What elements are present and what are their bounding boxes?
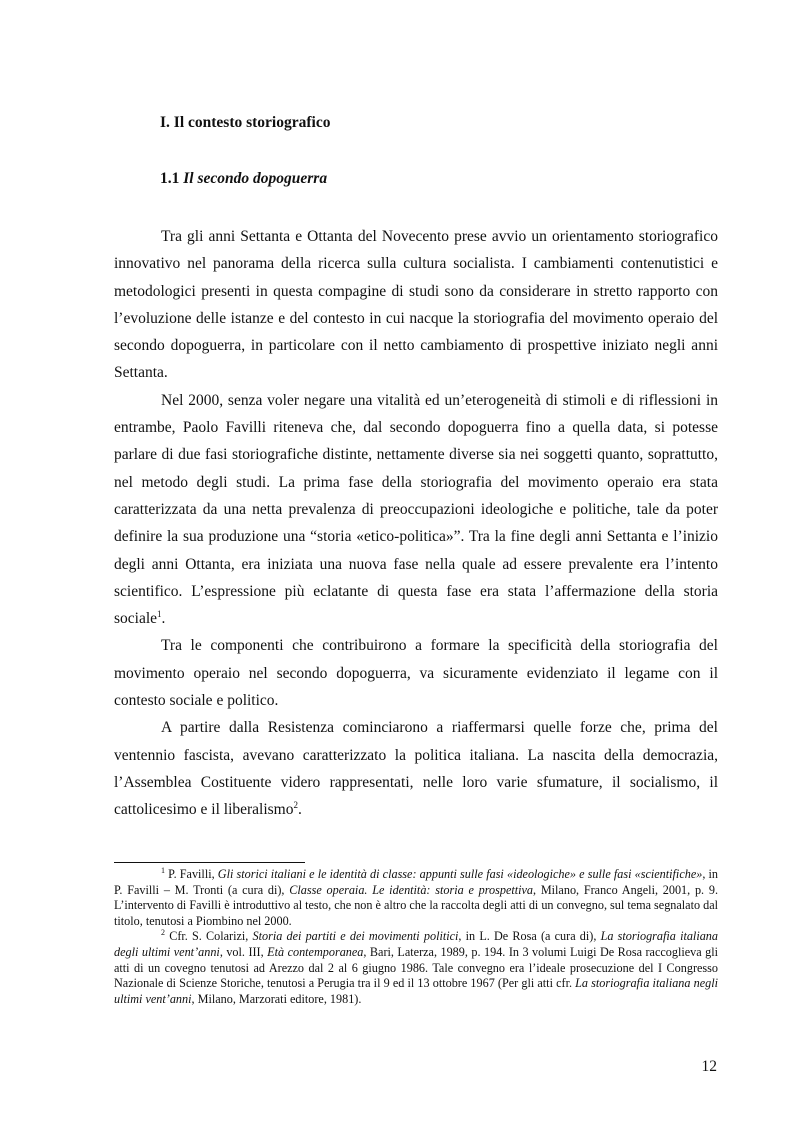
footnote-1-text: , in P. Favilli – M. Tronti (a cura di), — [114, 867, 719, 897]
footnote-2-cited-title: La storiografia italiana negli ultimi vent’anni — [114, 976, 718, 1006]
footnotes — [114, 867, 718, 1007]
paragraph-2 — [114, 387, 718, 633]
paragraph-3 — [114, 632, 718, 714]
paragraph-4 — [114, 714, 718, 823]
paragraph-4-text: A partire dalla Resistenza cominciarono a riaffermarsi quelle forze che, prima del ventennio fascista, avevano caratterizzato la politica italiana. La nascita della democrazia, l’Assemblea Costituente videro rappresentati, nelle loro varie sfumature, il socialismo, il cattolicesimo e il liberalismo — [114, 719, 718, 819]
footnote-2-title: Storia dei partiti e dei movimenti politici — [252, 929, 459, 944]
footnote-2-number: 2 — [161, 928, 165, 938]
paragraph-3-text: Tra le componenti che contribuirono a formare la specificità della storiografia del movimento operaio nel secondo dopoguerra, va sicuramente evidenziato il legame con il contesto sociale e politico. — [114, 637, 718, 710]
footnote-2 — [114, 929, 718, 1007]
footnote-ref-1[interactable]: 1 — [157, 609, 162, 619]
page-number: 12 — [701, 1058, 717, 1075]
footnote-1-book-title: Classe operaia. Le identità: storia e prospettiva — [289, 882, 534, 897]
footnote-1 — [114, 867, 718, 929]
section-name: Il secondo dopoguerra — [183, 170, 328, 187]
footnote-2-text: , Bari, Laterza, 1989, p. 194. In 3 volumi Luigi De Rosa raccoglieva gli atti di un covegno tenutosi ad Arezzo dal 2 al 6 giugno 1986. Tale convegno era l’ideale prosecuzione del I Congresso Nazionale di Scienze Storiche, tenutosi a Perugia tra il 9 ed il 13 ottobre 1967 (Per gli atti cfr. — [114, 944, 719, 991]
paragraph-4-end: . — [298, 801, 302, 819]
paragraph-1 — [114, 223, 718, 387]
footnote-ref-2[interactable]: 2 — [293, 800, 298, 811]
footnote-1-text: P. Favilli, — [165, 867, 218, 881]
section-title — [160, 170, 327, 188]
footnote-2-text: , in L. De Rosa (a cura di), — [458, 929, 601, 944]
chapter-title: I. Il contesto storiografico — [160, 114, 331, 131]
footnote-separator — [114, 862, 305, 863]
body-text — [114, 223, 718, 824]
footnote-2-volume-title: Età contemporanea — [267, 944, 364, 959]
section-number: 1.1 — [160, 170, 180, 187]
footnote-2-text: Cfr. S. Colarizi, — [165, 929, 253, 944]
footnote-2-text: , Milano, Marzorati editore, 1981). — [191, 991, 362, 1006]
paragraph-2-text: Nel 2000, senza voler negare una vitalità ed un’eterogeneità di stimoli e di riflessioni in entrambe, Paolo Favilli riteneva che, dal secondo dopoguerra fino a quella data, si potesse parlare di due fasi storiografiche distinte, nettamente diverse sia nei soggetti quanto, soprattutto, nel metodo degli studi. La prima fase della storiografia del movimento operaio era stata caratterizzata da una netta prevalenza di preoccupazioni ideologiche e politiche, tale da poter definire la sua produzione una “storia «etico-politica»”. Tra la fine degli anni Settanta e l’inizio degli anni Ottanta, era iniziata una nuova fase nella quale ad essere prevalente era l’intento scientifico. L’espressione più eclatante di questa fase era stata l’affermazione della storia sociale — [114, 391, 718, 628]
footnote-2-book-title: La storiografia italiana degli ultimi vent’anni — [114, 929, 718, 959]
paragraph-1-text: Tra gli anni Settanta e Ottanta del Novecento prese avvio un orientamento storiografico innovativo nel panorama della ricerca sulla cultura socialista. I cambiamenti contenutistici e metodologici presenti in questa compagine di studi sono da considerare in stretto rapporto con l’evoluzione delle istanze e del contesto in cui nacque la storiografia del movimento operaio del secondo dopoguerra, in particolare con il netto cambiamento di prospettive iniziato negli anni Settanta. — [114, 228, 718, 382]
paragraph-2-end: . — [161, 610, 166, 628]
footnote-1-text: , Milano, Franco Angeli, 2001, p. 9. L’intervento di Favilli è introduttivo al testo, che non è altro che la raccolta degli atti di un convegno, sul tema segnalato dal titolo, tenutosi a Piombino nel 2000. — [114, 882, 719, 928]
footnote-1-number: 1 — [161, 865, 165, 875]
footnote-1-title: Gli storici italiani e le identità di classe: appunti sulle fasi «ideologiche» e sulle fasi «scientifiche» — [217, 867, 703, 881]
footnote-2-text: , vol. III, — [219, 944, 268, 959]
